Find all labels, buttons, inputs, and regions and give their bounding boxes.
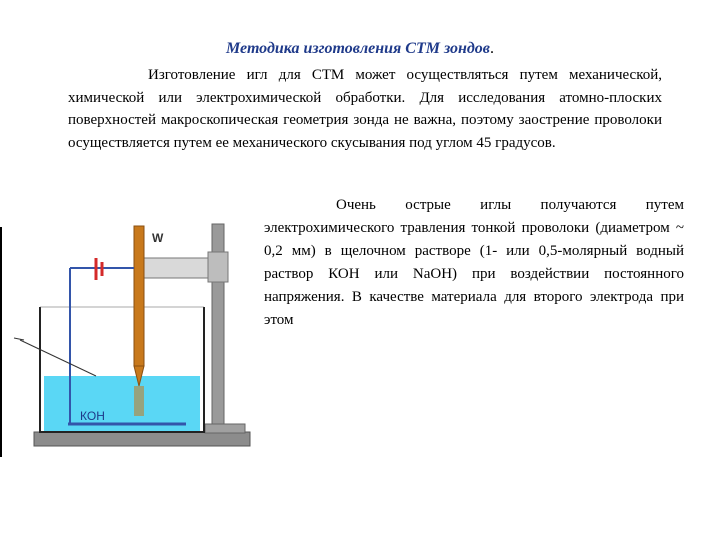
stand-foot [205,424,245,433]
tungsten-wire [134,226,144,366]
title-period: . [489,40,494,57]
solution-label: КОН [80,409,105,423]
pointer-tick [14,338,24,340]
pointer-line [20,340,96,376]
clamp-arm [140,258,214,278]
wire-label: W [152,231,164,245]
etching-paragraph [264,194,684,332]
etching-setup-diagram [0,200,270,465]
intro-paragraph [68,64,662,154]
title-text: Методика изготовления СТМ зондов [226,40,490,57]
page-title [0,40,720,58]
clamp-collar [208,252,228,282]
etching-text: Очень острые иглы получаются путем электрохимического травления тонкой проволоки (диаметром ~ 0,2 мм) в щелочном растворе (1- или 0,5-молярный водный раствор КОН или NaOH) при воздействии постоянного напряжения. В качестве материала для второго электрода при этом [264,197,684,328]
wire-lower-part [134,386,144,416]
intro-text: Изготовление игл для СТМ может осуществляться путем механической, химической или электрохимической обработки. Для исследования атомно-плоских поверхностей макроскопическая геометрия зонда не важна, поэтому заострение проволоки осуществляется путем ее механического скусывания под углом 45 градусов. [68,67,662,151]
base-plate [34,432,250,446]
